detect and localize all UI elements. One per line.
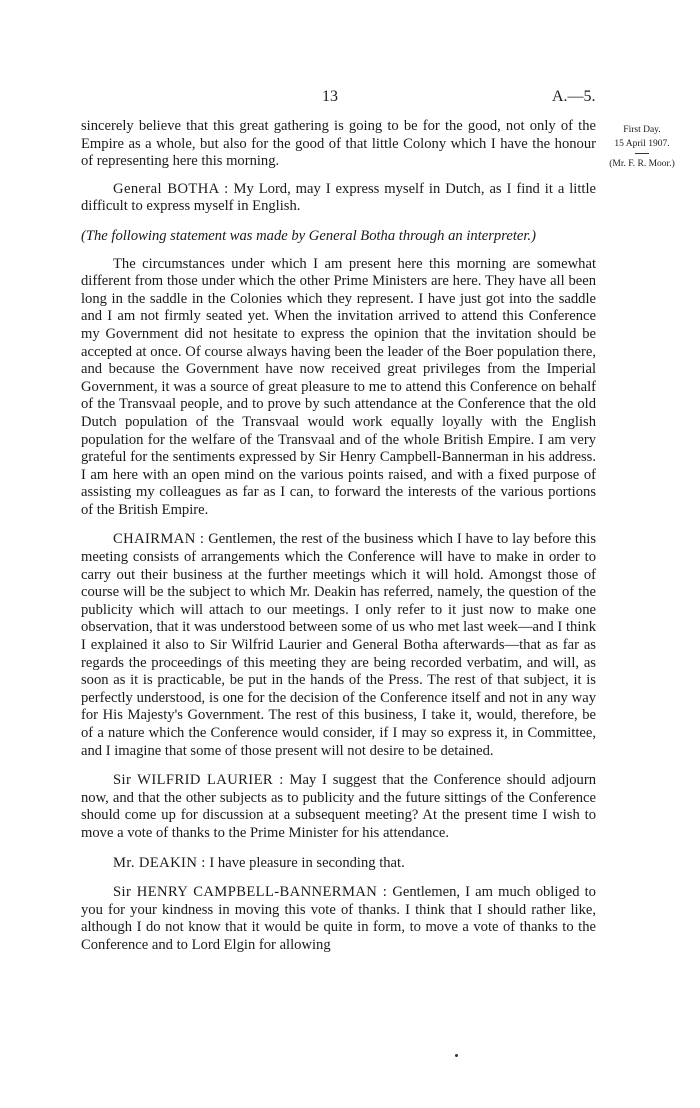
document-reference: A.—5. xyxy=(552,88,596,105)
interpreter-note xyxy=(81,228,596,246)
paragraph-text: sincerely believe that this great gathering is going to be for the good, not only of the Empire as a whole, but also for the good of that little Colony which I have the honour of representing here this morning. xyxy=(81,118,596,170)
paragraph-botha-statement xyxy=(81,256,596,520)
transcript-body xyxy=(81,118,596,967)
speaker-name: Sir HENRY CAMPBELL-BANNERMAN : xyxy=(113,884,388,901)
note-text: (The following statement was made by General Botha through an interpreter.) xyxy=(81,227,536,244)
paragraph-campbell-bannerman xyxy=(81,884,596,954)
paragraph-laurier xyxy=(81,772,596,842)
paragraph-continuation xyxy=(81,118,596,171)
paragraph-text: I have pleasure in seconding that. xyxy=(205,854,405,871)
paragraph-text: Gentlemen, the rest of the business which I have to lay before this meeting consists of arrangements which the Conference will have to make in order to carry out their business at the further meetings which it will hold. Amongst those of course will be the subject to which Mr. Deakin has referred, namely, the question of the publicity which will attach to our meetings. I only refer to it just now to make one observation, that it was understood between some of us who met last week—and I think I explained it also to Sir Wilfrid Laurier and General Botha afterwards—that as far as regards the proceedings of this meeting they are being recorded verbatim, and will, as soon as it is practicable, be put in the hands of the Press. The rest of that subject, it is perfectly understood, is one for the decision of the Conference itself and not in any way for His Majesty's Government. The rest of this business, I take it, would, therefore, be of a nature which the Conference would consider, if I may so express it, in Committee, and I imagine that some of those present will not desire to be detained. xyxy=(81,531,597,759)
margin-note-date: 15 April 1907. xyxy=(614,139,670,149)
speaker-name: CHAIRMAN : xyxy=(113,531,205,548)
paragraph-text: My Lord, may I express myself in Dutch, as I find it a little difficult to express myself in English. xyxy=(81,180,596,215)
speaker-name: Mr. DEAKIN : xyxy=(113,854,206,871)
margin-note xyxy=(602,123,682,171)
speaker-name: General BOTHA : xyxy=(113,180,229,197)
margin-note-rule xyxy=(635,153,649,154)
paragraph-text: Gentlemen, I am much obliged to you for your kindness in moving this vote of thanks. I think that I should rather like, although I do not know that it would be quite in form, to move a vote of thanks to the Conference and to Lord Elgin for allowing xyxy=(81,884,596,953)
margin-note-speaker: (Mr. F. R. Moor.) xyxy=(609,159,675,169)
paragraph-botha xyxy=(81,181,596,216)
margin-note-day: First Day. xyxy=(623,125,661,135)
paragraph-chairman xyxy=(81,531,596,760)
paragraph-text: May I suggest that the Conference should adjourn now, and that the other subjects as to publicity and the future sittings of the Conference should come up for discussion at a subsequent meeting? At the present time I wish to move a vote of thanks to the Prime Minister for his attendance. xyxy=(81,772,597,841)
paragraph-text: The circumstances under which I am present here this morning are somewhat different from those under which the other Prime Ministers are here. They have all been long in the saddle in the Colonies which they represent. I have just got into the saddle and I am not firmly seated yet. When the invitation arrived to attend this Conference my Government did not hesitate to express the opinion that the invitation should be accepted at once. Of course always having been the leader of the Boer population there, and because the Government have now received great privileges from the Imperial Government, it was a source of great pleasure to me to attend this Conference on behalf of the Transvaal people, and to prove by such attendance at the Conference that the old Dutch population of the Transvaal would work equally loyally with the English population for the welfare of the Transvaal and of the whole British Empire. I am very grateful for the sentiments expressed by Sir Henry Campbell-Bannerman in his address. I am here with an open mind on the various points raised, and with a fixed purpose of assisting my colleagues as far as I can, to forward the interests of the various portions of the British Empire. xyxy=(81,255,596,518)
print-speck xyxy=(455,1054,458,1057)
speaker-name: Sir WILFRID LAURIER : xyxy=(113,772,284,789)
paragraph-deakin xyxy=(81,855,596,873)
page-number: 13 xyxy=(322,88,338,105)
